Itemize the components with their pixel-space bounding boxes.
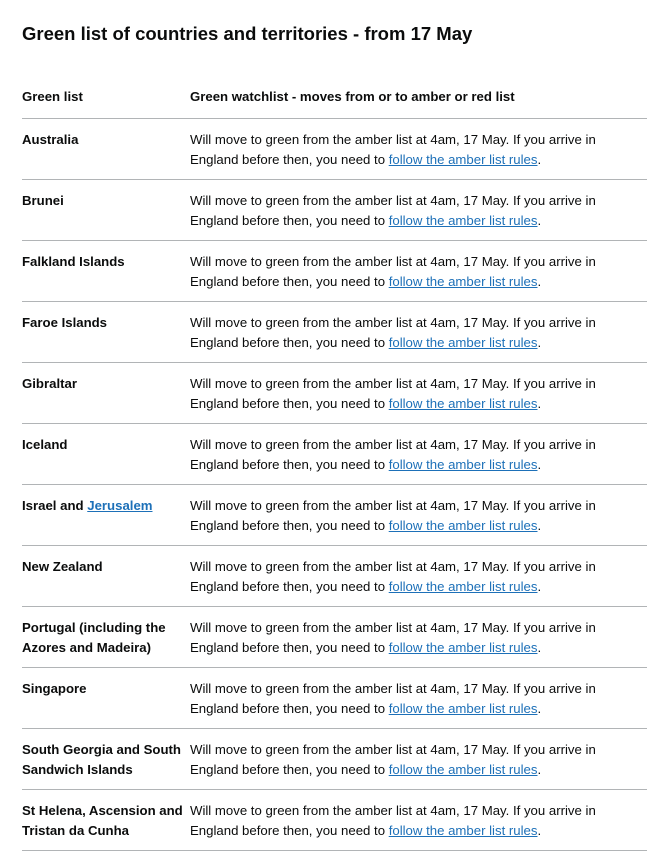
table-row [22, 119, 647, 180]
status-prefix: England before then, you need to [190, 152, 389, 167]
status-suffix: . [537, 518, 542, 533]
status-suffix: . [537, 396, 542, 411]
status-line-2 [190, 150, 640, 170]
status-text [190, 679, 640, 719]
amber-rules-link[interactable]: follow the amber list rules [388, 152, 538, 167]
green-list-table [22, 85, 647, 851]
country-name: Faroe Islands [22, 315, 108, 330]
country-name: Singapore [22, 681, 87, 696]
country-name: Falkland Islands [22, 254, 125, 269]
status-line-1: Will move to green from the amber list at 4am, 17 May. If you arrive in [190, 315, 596, 330]
country-name: St Helena, Ascension and Tristan da Cunha [22, 803, 183, 838]
status-text [190, 374, 640, 414]
status-line-1: Will move to green from the amber list at 4am, 17 May. If you arrive in [190, 132, 596, 147]
status-suffix: . [537, 579, 542, 594]
country-name [22, 496, 187, 516]
status-prefix: England before then, you need to [190, 274, 389, 289]
amber-rules-link[interactable]: follow the amber list rules [388, 396, 538, 411]
header-green-watchlist: Green watchlist - moves from or to amber or red list [190, 89, 515, 104]
status-text [190, 191, 640, 231]
amber-rules-link[interactable]: follow the amber list rules [388, 762, 538, 777]
table-row [22, 241, 647, 302]
status-prefix: England before then, you need to [190, 579, 389, 594]
status-suffix: . [537, 213, 542, 228]
table-row [22, 546, 647, 607]
status-line-1: Will move to green from the amber list at 4am, 17 May. If you arrive in [190, 742, 596, 757]
status-prefix: England before then, you need to [190, 213, 389, 228]
amber-rules-link[interactable]: follow the amber list rules [388, 518, 538, 533]
status-line-1: Will move to green from the amber list at 4am, 17 May. If you arrive in [190, 498, 596, 513]
status-text [190, 557, 640, 597]
status-suffix: . [537, 762, 542, 777]
country-name: Brunei [22, 193, 64, 208]
status-text [190, 496, 640, 536]
table-row [22, 607, 647, 668]
table-row [22, 668, 647, 729]
status-text [190, 618, 640, 658]
status-line-1: Will move to green from the amber list at 4am, 17 May. If you arrive in [190, 254, 596, 269]
country-name: Portugal (including the Azores and Madeira) [22, 620, 166, 655]
status-line-1: Will move to green from the amber list at 4am, 17 May. If you arrive in [190, 559, 596, 574]
status-suffix: . [537, 701, 542, 716]
country-name: Iceland [22, 437, 68, 452]
status-prefix: England before then, you need to [190, 762, 389, 777]
amber-rules-link[interactable]: follow the amber list rules [388, 213, 538, 228]
table-row [22, 790, 647, 851]
status-line-1: Will move to green from the amber list at 4am, 17 May. If you arrive in [190, 620, 596, 635]
status-line-1: Will move to green from the amber list at 4am, 17 May. If you arrive in [190, 376, 596, 391]
amber-rules-link[interactable]: follow the amber list rules [388, 579, 538, 594]
table-row [22, 424, 647, 485]
status-suffix: . [537, 640, 542, 655]
status-text [190, 801, 640, 841]
status-text [190, 252, 640, 292]
status-line-1: Will move to green from the amber list at 4am, 17 May. If you arrive in [190, 803, 596, 818]
table-row [22, 180, 647, 241]
country-name: New Zealand [22, 559, 103, 574]
amber-rules-link[interactable]: follow the amber list rules [388, 640, 538, 655]
country-name-text: Israel and [22, 498, 88, 513]
status-prefix: England before then, you need to [190, 640, 389, 655]
status-line-2 [190, 577, 640, 597]
status-text [190, 435, 640, 475]
table-body [22, 119, 647, 851]
table-row [22, 363, 647, 424]
header-green-list: Green list [22, 89, 83, 104]
status-suffix: . [537, 274, 542, 289]
amber-rules-link[interactable]: follow the amber list rules [388, 274, 538, 289]
status-line-2 [190, 760, 640, 780]
status-line-2 [190, 516, 640, 536]
status-text [190, 740, 640, 780]
status-text [190, 313, 640, 353]
status-suffix: . [537, 335, 542, 350]
country-name: South Georgia and South Sandwich Islands [22, 742, 181, 777]
country-name: Gibraltar [22, 376, 77, 391]
table-row [22, 729, 647, 790]
status-line-2 [190, 821, 640, 841]
status-line-2 [190, 638, 640, 658]
status-prefix: England before then, you need to [190, 335, 389, 350]
status-prefix: England before then, you need to [190, 823, 389, 838]
status-suffix: . [537, 823, 542, 838]
status-line-1: Will move to green from the amber list at 4am, 17 May. If you arrive in [190, 193, 596, 208]
status-suffix: . [537, 152, 542, 167]
country-name: Australia [22, 132, 79, 147]
amber-rules-link[interactable]: follow the amber list rules [388, 701, 538, 716]
status-line-2 [190, 699, 640, 719]
status-line-1: Will move to green from the amber list at 4am, 17 May. If you arrive in [190, 681, 596, 696]
status-prefix: England before then, you need to [190, 518, 389, 533]
table-row [22, 485, 647, 546]
status-prefix: England before then, you need to [190, 396, 389, 411]
status-line-2 [190, 455, 640, 475]
status-prefix: England before then, you need to [190, 701, 389, 716]
country-link[interactable]: Jerusalem [87, 498, 153, 513]
amber-rules-link[interactable]: follow the amber list rules [388, 457, 538, 472]
status-suffix: . [537, 457, 542, 472]
amber-rules-link[interactable]: follow the amber list rules [388, 823, 538, 838]
status-line-2 [190, 394, 640, 414]
table-row [22, 302, 647, 363]
table-header-row [22, 85, 647, 119]
status-line-1: Will move to green from the amber list at 4am, 17 May. If you arrive in [190, 437, 596, 452]
page-title: Green list of countries and territories - from 17 May [22, 23, 473, 44]
status-text [190, 130, 640, 170]
status-line-2 [190, 211, 640, 231]
status-line-2 [190, 272, 640, 292]
status-prefix: England before then, you need to [190, 457, 389, 472]
amber-rules-link[interactable]: follow the amber list rules [388, 335, 538, 350]
status-line-2 [190, 333, 640, 353]
